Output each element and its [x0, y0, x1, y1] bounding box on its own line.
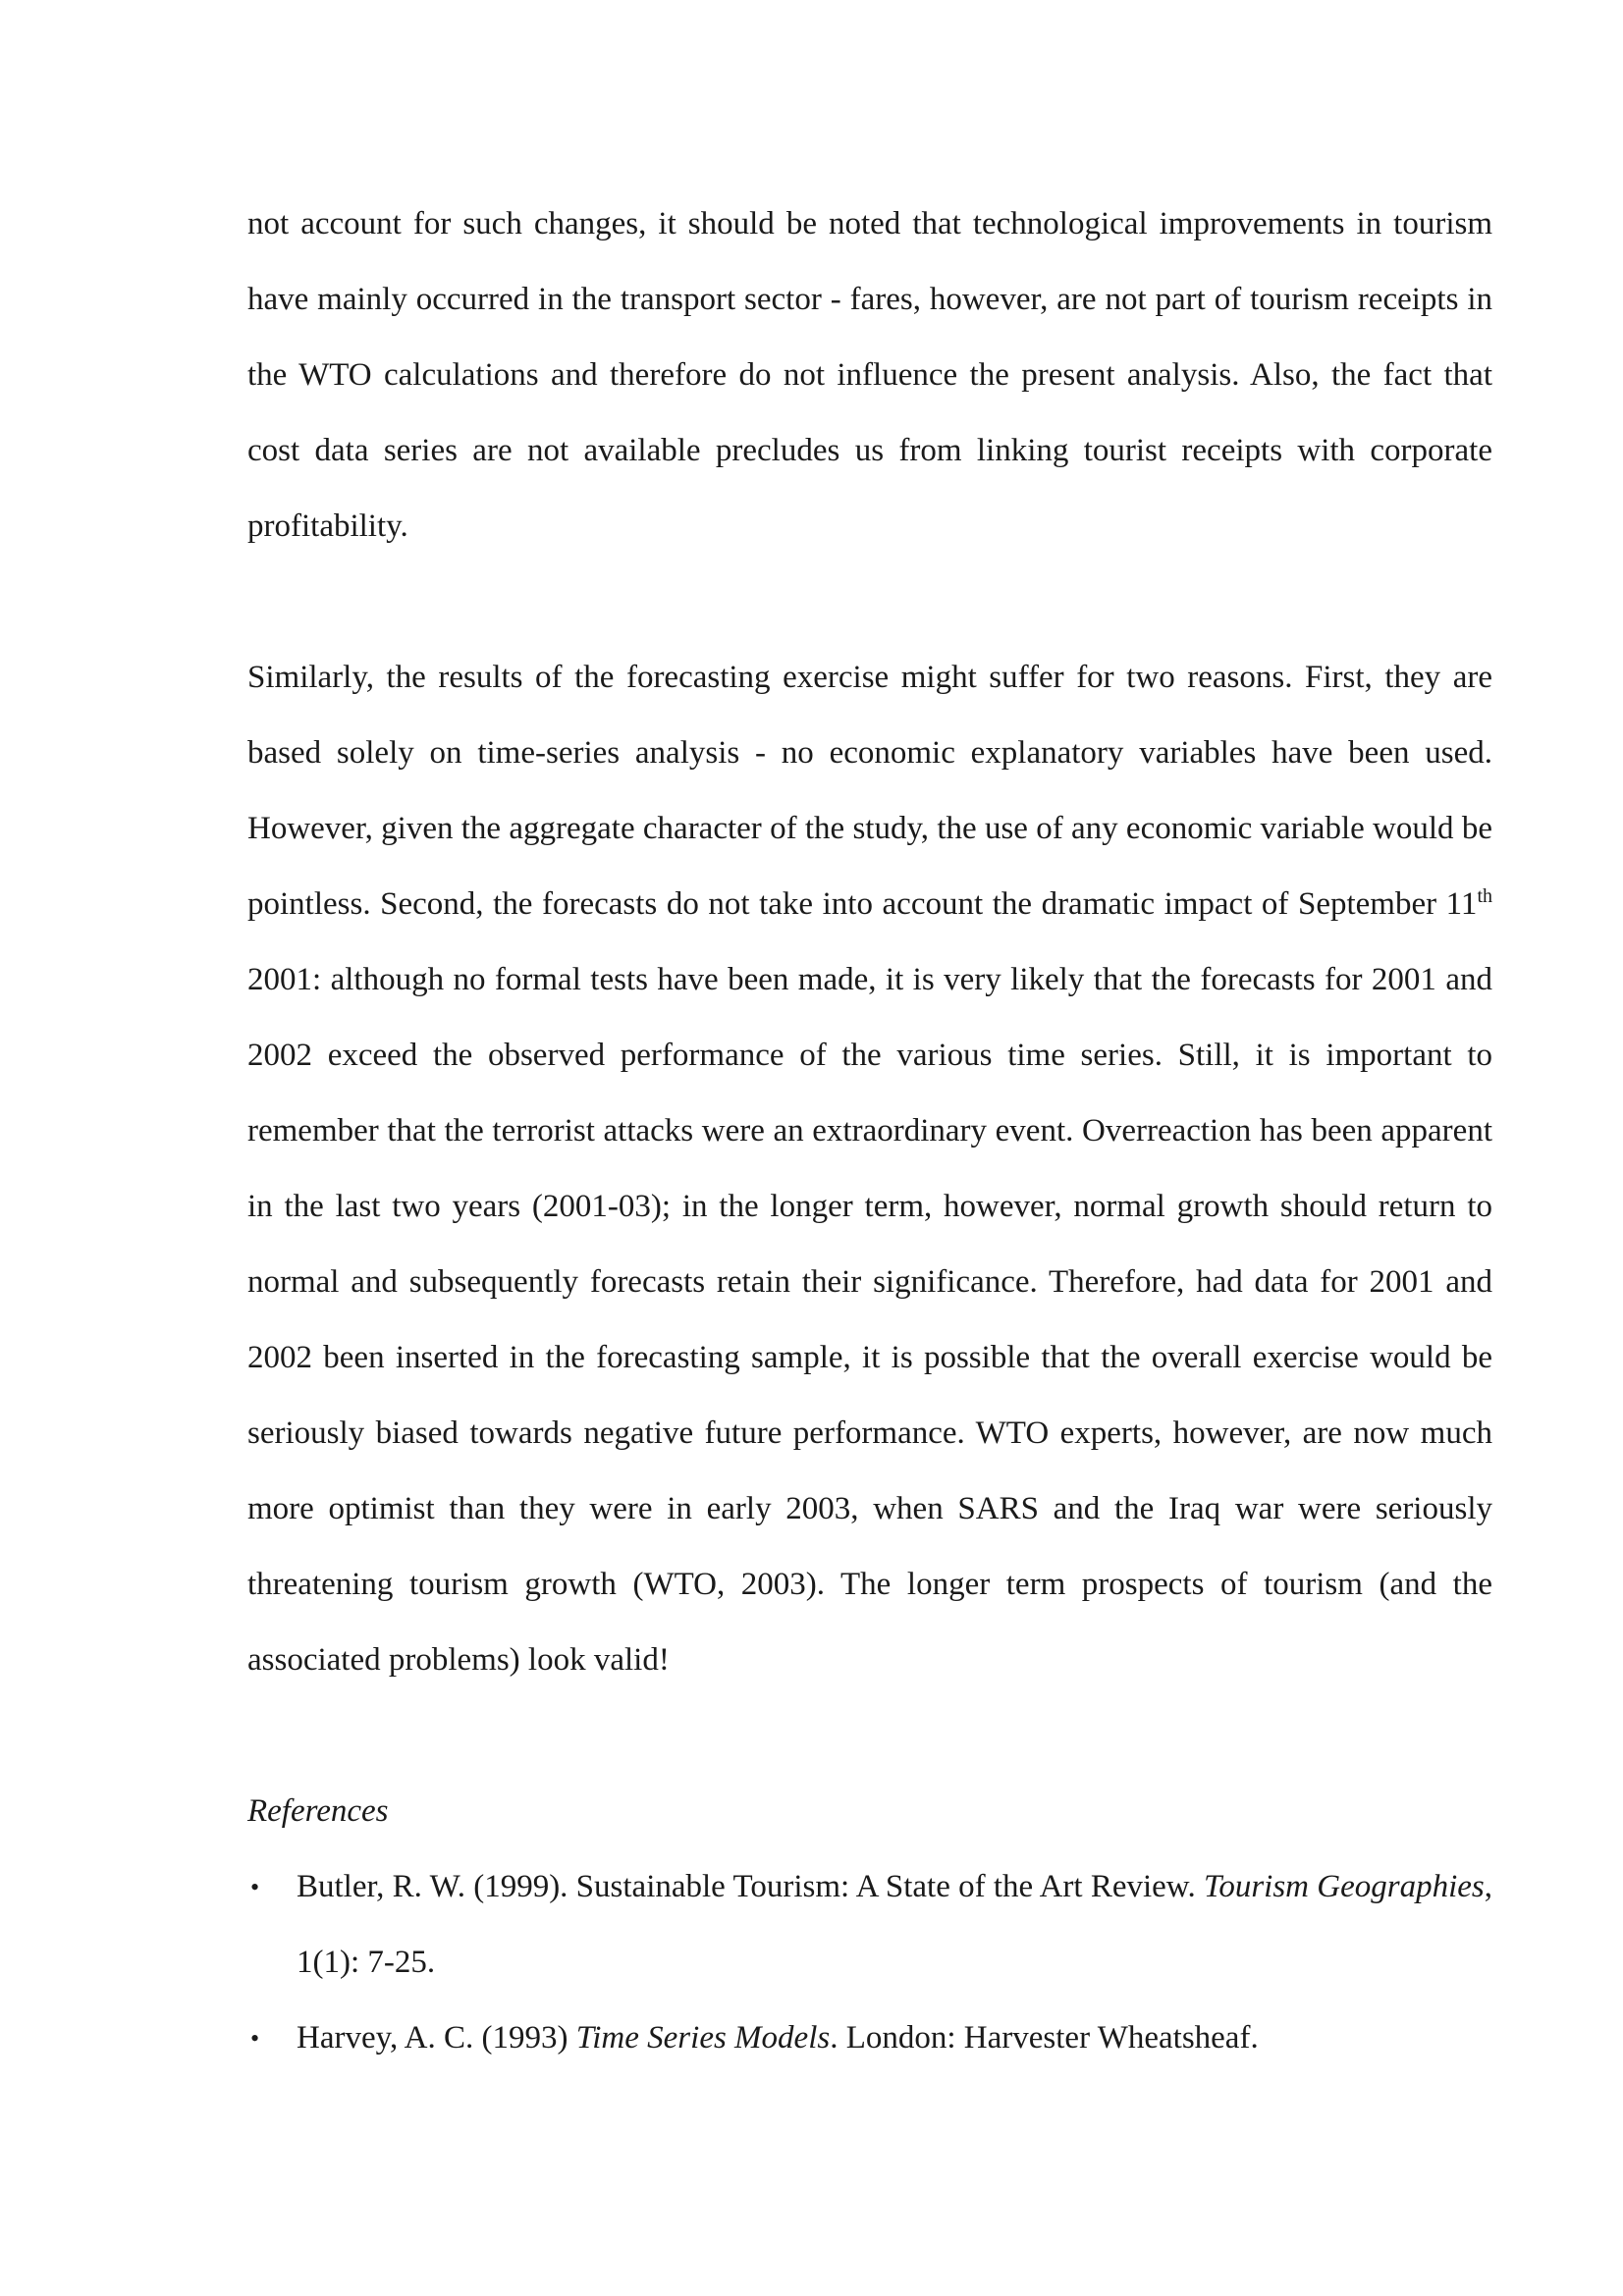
- reference-text-tail: , 1(1): 7-25.: [297, 1869, 1492, 1980]
- references-list: [247, 1849, 1492, 2076]
- bullet-icon: •: [250, 1873, 260, 1901]
- reference-item-harvey: [247, 2001, 1492, 2076]
- references-heading: References: [247, 1793, 389, 1829]
- reference-book-title: Time Series Models: [575, 2020, 831, 2056]
- reference-text: Harvey, A. C. (1993): [297, 2020, 576, 2056]
- document-page: [247, 187, 1492, 2076]
- paragraph-2-text-start: Similarly, the results of the forecasting exercise might suffer for two reasons. First, they are based solely on time-series analysis - no economic explanatory variables have been used. However, given the aggregate character of the study, the use of any economic variable would be pointless. Second, the forecasts do not take into account the dramatic impact of September 11: [247, 660, 1492, 922]
- body-paragraph-1: [247, 187, 1492, 564]
- reference-text: Butler, R. W. (1999). Sustainable Tourism: A State of the Art Review.: [297, 1869, 1204, 1904]
- reference-text-tail: . London: Harvester Wheatsheaf.: [830, 2020, 1259, 2056]
- paragraph-2-text-end: 2001: although no formal tests have been made, it is very likely that the forecasts for 2001 and 2002 exceed the observed performance of the various time series. Still, it is important to remember that the terrorist attacks were an extraordinary event. Overreaction has been apparent in the last two years (2001-03); in the longer term, however, normal growth should return to normal and subsequently forecasts retain their significance. Therefore, had data for 2001 and 2002 been inserted in the forecasting sample, it is possible that the overall exercise would be seriously biased towards negative future performance. WTO experts, however, are now much more optimist than they were in early 2003, when SARS and the Iraq war were seriously threatening tourism growth (WTO, 2003). The longer term prospects of tourism (and the associated problems) look valid!: [247, 962, 1492, 1678]
- bullet-icon: •: [250, 2024, 260, 2053]
- reference-item-butler: [247, 1849, 1492, 2001]
- ordinal-superscript: th: [1477, 885, 1492, 907]
- reference-journal-title: Tourism Geographies: [1204, 1869, 1485, 1904]
- paragraph-1-text: not account for such changes, it should be noted that technological improvements in tourism have mainly occurred in the transport sector - fares, however, are not part of tourism receipts in the WTO calculations and therefore do not influence the present analysis. Also, the fact that cost data series are not available precludes us from linking tourist receipts with corporate profitability.: [247, 206, 1492, 544]
- body-paragraph-2: [247, 640, 1492, 1698]
